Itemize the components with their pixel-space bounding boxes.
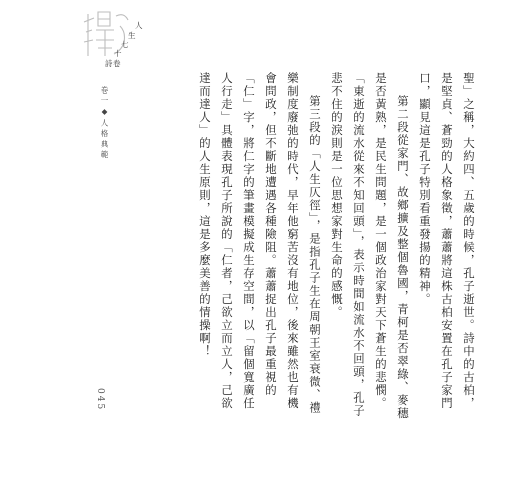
body-text xyxy=(180,72,480,422)
paragraph-2: 第二段從家門、故鄉擴及整個魯國，青柯是否翠綠、麥穗是否黃熟，是民生問題，是一個政治家對天下蒼生的悲憫。「東逝的流水從來不知回頭」，表示時間如流水不回頭，孔子悲不住的淚則是一位思想家對生命的感慨。 xyxy=(330,72,410,420)
subtitle-char: 十 xyxy=(114,49,122,58)
running-head-subtitle xyxy=(104,20,144,80)
paragraph-1: 聖」之稱，大約四、五歲的時候，孔子逝世。詩中的古柏，是堅貞、蒼勁的人格象徵，蕭蕭將這株古柏安置在孔子家門口，顯見這是孔子特別看重發揚的精神。 xyxy=(418,72,476,410)
subtitle-char: 七 xyxy=(121,40,129,49)
subtitle-char: 生 xyxy=(128,31,136,40)
page-number: 045 xyxy=(95,388,105,412)
subtitle-char: 詩 xyxy=(105,59,113,68)
subtitle-char: 卷 xyxy=(113,59,121,68)
subtitle-char: 人 xyxy=(135,21,143,30)
paragraph-3: 第三段的「人生仄徑」，是指孔子生在周朝王室衰微、禮樂制度廢弛的時代，早年他窮苦沒有地位，後來雖然也有機會問政，但不斷地遭遇各種險阻。蕭蕭捉出孔子最重視的「仁」字，將仁字的筆畫模擬成生存空間，以「留個寬廣任人行走」具體表現孔子所說的「仁者，己欲立而立人，己欲達而達人」的人生原則，這是多麼美善的情操啊！ xyxy=(198,72,322,415)
chapter-label: 卷一◆人格典範 xyxy=(100,86,109,161)
